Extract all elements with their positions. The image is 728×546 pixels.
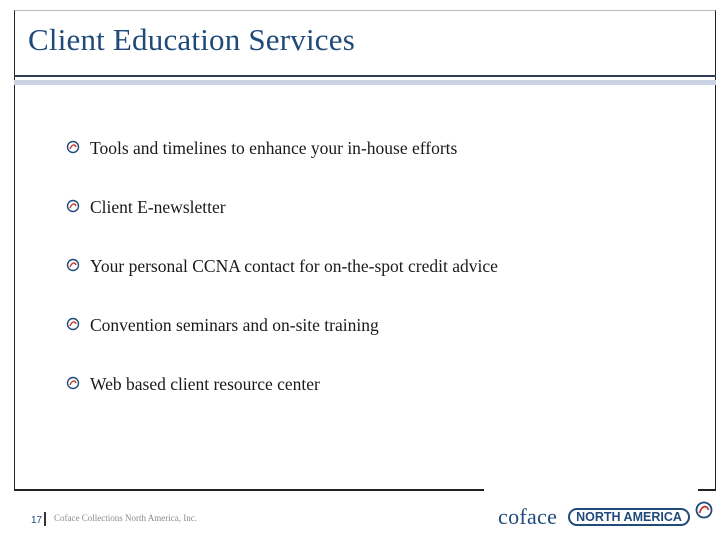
footer-divider-right bbox=[698, 489, 716, 491]
coface-swirl-bullet-icon bbox=[66, 258, 80, 272]
logo-tagline: NORTH AMERICA bbox=[568, 508, 690, 526]
coface-swirl-bullet-icon bbox=[66, 376, 80, 390]
coface-swirl-bullet-icon bbox=[66, 199, 80, 213]
footer-divider bbox=[14, 489, 484, 491]
footer-company-text: Coface Collections North America, Inc. bbox=[54, 513, 197, 523]
bullet-text: Your personal CCNA contact for on-the-spot credit advice bbox=[90, 256, 498, 276]
bullet-text: Tools and timelines to enhance your in-house efforts bbox=[90, 138, 458, 158]
bullet-text: Web based client resource center bbox=[90, 374, 320, 394]
coface-swirl-bullet-icon bbox=[66, 317, 80, 331]
logo-wordmark: coface bbox=[498, 504, 558, 529]
title-divider bbox=[14, 75, 716, 77]
bullet-text: Convention seminars and on-site training bbox=[90, 315, 379, 335]
page-number-separator bbox=[44, 512, 46, 526]
bullet-text: Client E-newsletter bbox=[90, 197, 226, 217]
title-divider-shadow bbox=[14, 80, 716, 85]
coface-swirl-bullet-icon bbox=[66, 140, 80, 154]
coface-swirl-logo-icon bbox=[694, 500, 714, 520]
page-number: 17 bbox=[31, 515, 43, 526]
slide-title: Client Education Services bbox=[28, 22, 355, 57]
